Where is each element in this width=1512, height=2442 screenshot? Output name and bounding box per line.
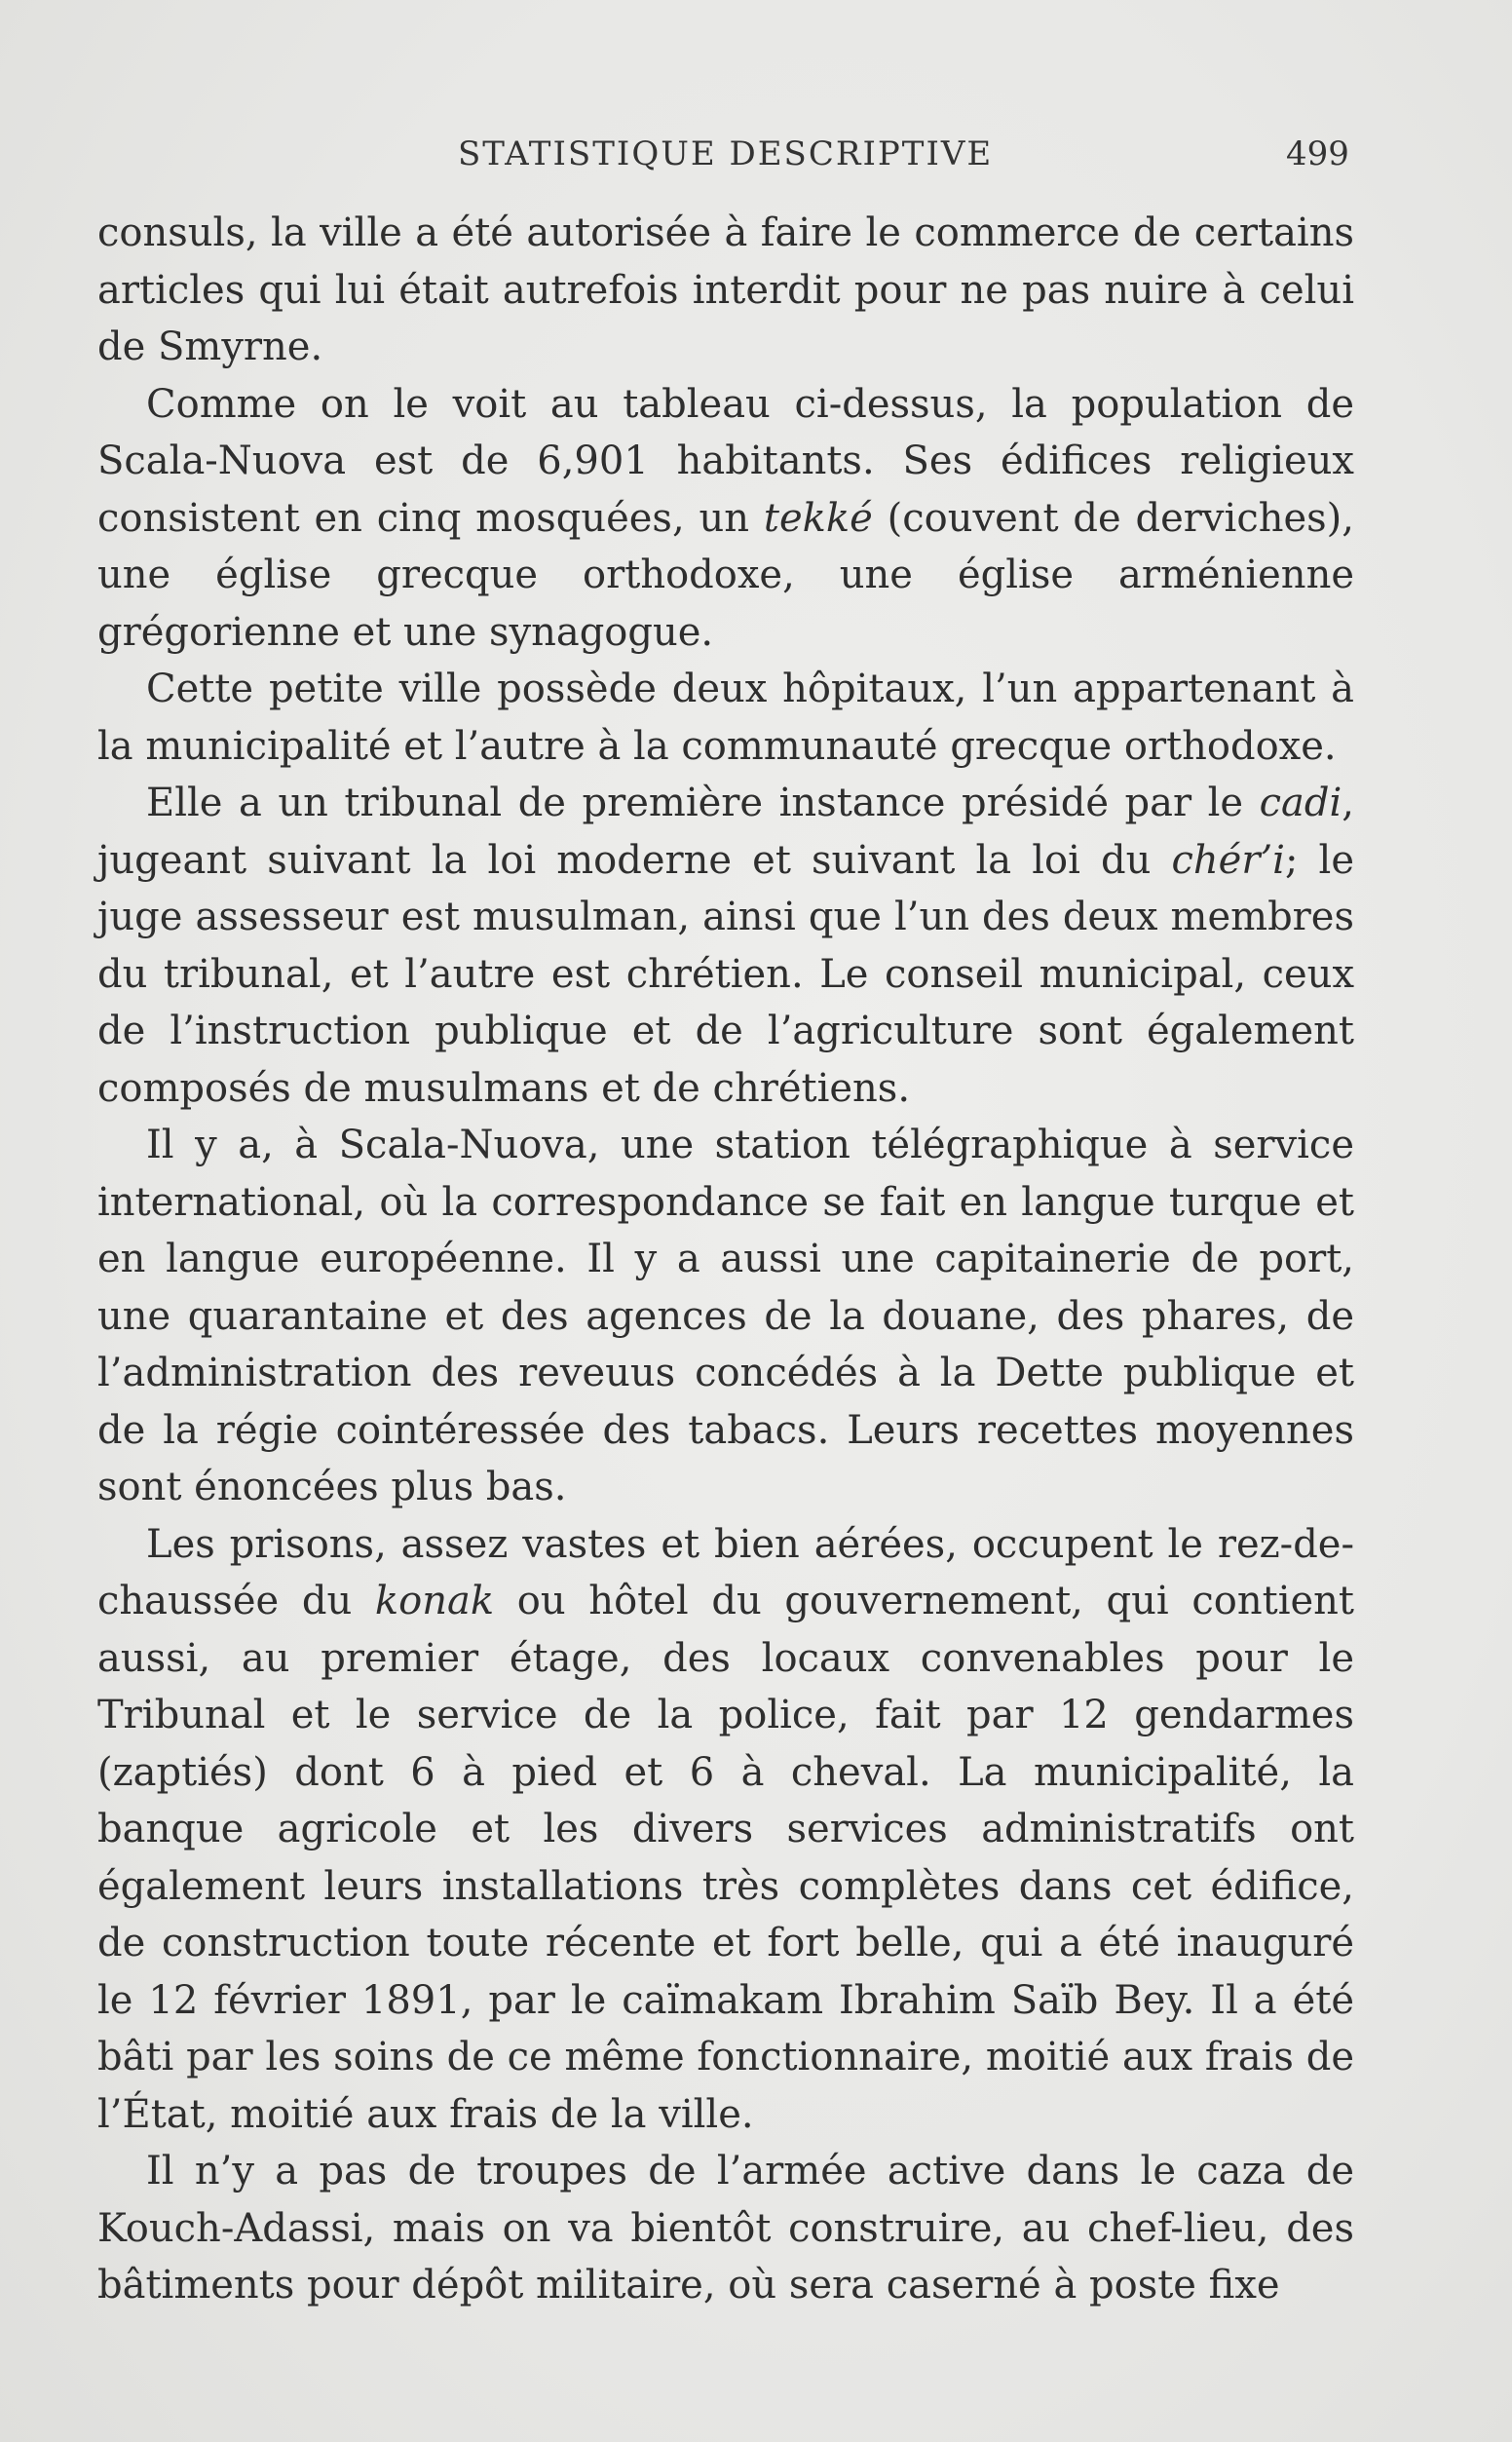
paragraph [97, 661, 1354, 775]
paragraph [97, 2143, 1354, 2314]
text-segment: Comme on le voit au tableau ci-dessus, la population de Scala-Nuova est de 6,901 habitants. Ses édifices religieux consistent en cinq mosquées, un [97, 381, 1354, 541]
text-segment: ou hôtel du gouvernement, qui contient aussi, au premier étage, des locaux convenables pour le Tribunal et le service de la police, fait par 12 gendarmes (zaptiés) dont 6 à pied et 6 à cheval. La municipalité, la banque agricole et les divers services administratifs ont également leurs installations très complètes dans cet édifice, de construction toute récente et fort belle, qui a été inauguré le 12 février 1891, par le caïmakam Ibrahim Saïb Bey. Il a été bâti par les soins de ce même fonctionnaire, moitié aux frais de l’État, moitié aux frais de la ville. [97, 1579, 1355, 2137]
paragraph [97, 376, 1354, 662]
italic-term: tekké [763, 495, 873, 541]
paragraph [97, 1516, 1354, 2144]
paragraph [97, 205, 1354, 376]
text-segment: ; le juge assesseur est musulman, ainsi que l’un des deux membres du tribunal, et l’autre est chrétien. Le conseil municipal, ceux de l’instruction publique et de l’agriculture sont également composés de musulmans et de chrétiens. [97, 837, 1354, 1111]
text-segment: Il n’y a pas de troupes de l’armée active dans le caza de Kouch-Adassi, mais on va bientôt construire, au chef-lieu, des bâtiments pour dépôt militaire, où sera caserné à poste fixe [97, 2149, 1354, 2308]
italic-term: chér’i [1171, 837, 1285, 883]
paragraph [97, 1117, 1354, 1516]
body-text [97, 205, 1354, 2314]
page-number: 499 [1286, 134, 1349, 173]
text-segment: Les prisons, assez vastes et bien aérées, occupent le rez-de-chaussée du [97, 1521, 1354, 1623]
text-segment: Elle a un tribunal de première instance présidé par le [146, 781, 1260, 825]
text-segment: (couvent de derviches), une église grecque orthodoxe, une église arménienne grégorienne et une synagogue. [97, 495, 1354, 655]
text-segment: consuls, la ville a été autorisée à faire le commerce de certains articles qui lui était autrefois interdit pour ne pas nuire à celui de Smyrne. [97, 210, 1354, 369]
text-segment: Il y a, à Scala-Nuova, une station télégraphique à service international, où la correspondance se fait en langue turque et en langue européenne. Il y a aussi une capitainerie de port, une quarantaine et des agences de la douane, des phares, de l’administration des reveuus concédés à la Dette publique et de la régie cointéressée des tabacs. Leurs recettes moyennes sont énoncées plus bas. [97, 1123, 1354, 1509]
italic-term: cadi [1259, 781, 1342, 825]
running-title: STATISTIQUE DESCRIPTIVE [458, 134, 994, 173]
text-segment: Cette petite ville possède deux hôpitaux, l’un appartenant à la municipalité et l’autre à la communauté grecque orthodoxe. [97, 667, 1354, 769]
paragraph [97, 775, 1354, 1117]
text-segment: , jugeant suivant la loi moderne et suivant la loi du [97, 781, 1354, 883]
page-header [0, 134, 1512, 183]
italic-term: konak [374, 1579, 495, 1623]
